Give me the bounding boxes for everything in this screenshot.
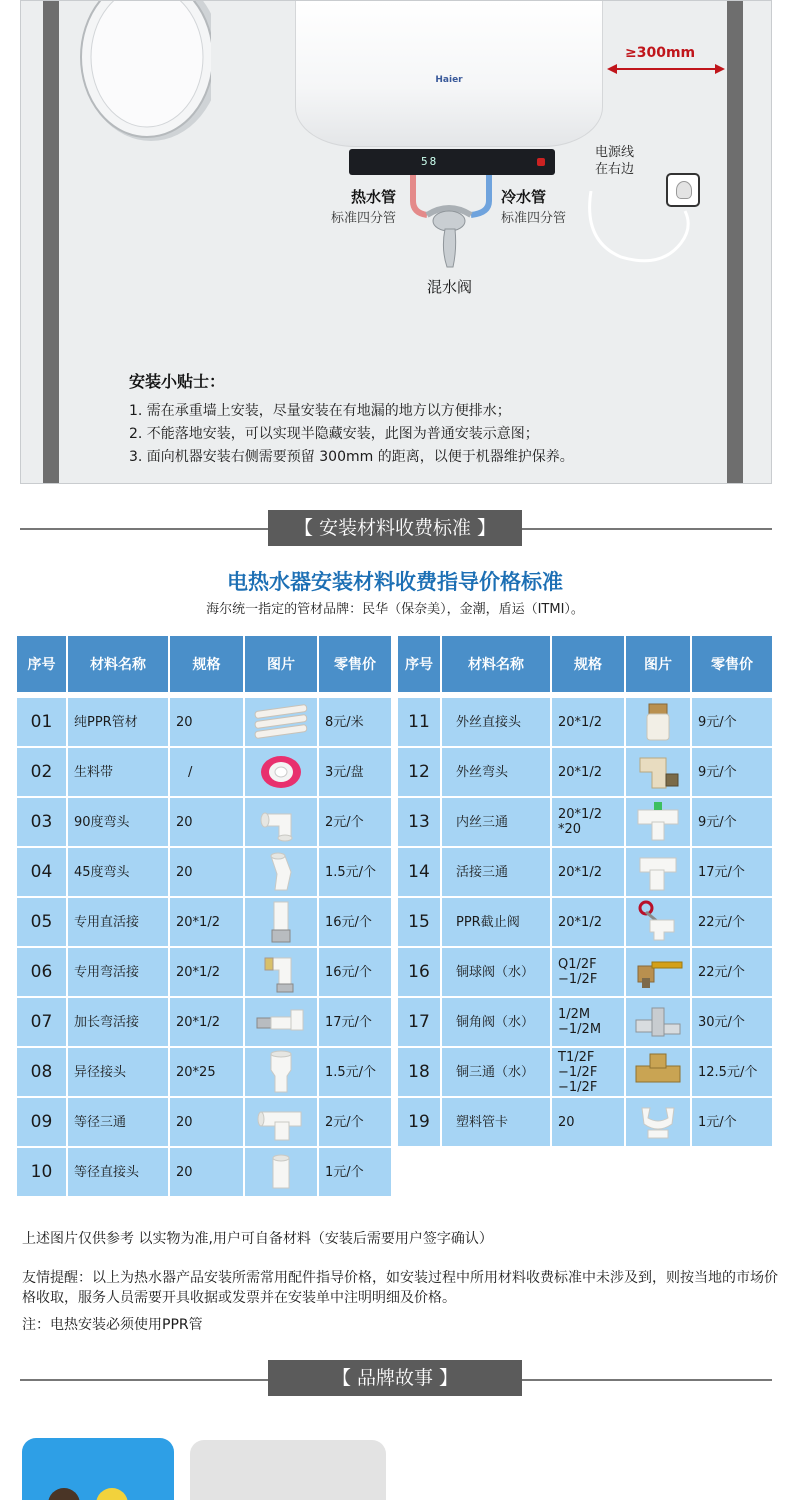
angle-valve-icon [630, 1000, 686, 1044]
hot-pipe-label: 热水管 [351, 188, 397, 206]
tip-item: 1. 需在承重墙上安装，尽量安装在有地漏的地方以方便排水； [129, 403, 511, 419]
right-wall [727, 1, 743, 484]
reducer-icon [251, 1050, 311, 1094]
table-row: 09 等径三通 20 2元/个 [17, 1098, 393, 1148]
table-row: 05 专用直活接 20*1/2 16元/个 [17, 898, 393, 948]
header-name: 材料名称 [68, 636, 170, 694]
page-subtitle: 海尔统一指定的管材品牌：民华（保奈美），金潮，盾运（ITMI）。 [206, 602, 584, 617]
header-no: 序号 [17, 636, 68, 694]
tip-item: 3. 面向机器安装右侧需要预留 300mm 的距离，以便于机器维护保养。 [129, 449, 574, 465]
elbow-90-icon [251, 800, 311, 844]
install-diagram [20, 0, 772, 484]
clearance-arrow-icon [607, 61, 725, 77]
female-tee-icon [630, 800, 686, 844]
power-socket-icon [666, 173, 700, 207]
table-row: 17 铜角阀（水） 1/2M −1/2M 30元/个 [398, 998, 774, 1048]
cartoon-brothers-icon [22, 1438, 174, 1500]
table-row: 01 纯PPR管材 20 8元/米 [17, 698, 393, 748]
tip-item: 2. 不能落地安装，可以实现半隐藏安装，此图为普通安装示意图； [129, 426, 539, 442]
section-header-brand-story: 【 品牌故事 】 [268, 1360, 522, 1396]
power-line-label: 电源线 在右边 [595, 145, 635, 177]
section-header-materials: 【 安装材料收费标准 】 [268, 510, 522, 546]
table-row: 14 活接三通 20*1/2 17元/个 [398, 848, 774, 898]
reminder-note: 友情提醒：以上为热水器产品安装所需常用配件指导价格，如安装过程中所用材料收费标准中未涉及到，则按当地的市场价格收取，服务人员需要开具收据或发票并在安装单中注明明细及价格。 [22, 1270, 778, 1306]
hot-pipe-sublabel: 标准四分管 [331, 211, 397, 226]
heater-brand-logo: Haier [435, 75, 463, 85]
brand-story-image [190, 1440, 386, 1500]
header-picture: 图片 [626, 636, 692, 694]
ppr-note: 注：电热安装必须使用PPR管 [22, 1317, 203, 1333]
straight-union-icon [251, 900, 311, 944]
pipe-clip-icon [630, 1100, 686, 1144]
table-row: 10 等径直接头 20 1元/个 [17, 1148, 393, 1198]
table-row: 03 90度弯头 20 2元/个 [17, 798, 393, 848]
male-coupling-icon [630, 700, 686, 744]
table-row: 19 塑料管卡 20 1元/个 [398, 1098, 774, 1148]
table-row: 13 内丝三通 20*1/2 *20 9元/个 [398, 798, 774, 848]
page-title: 电热水器安装材料收费指导价格标准 [227, 570, 563, 594]
male-elbow-icon [630, 750, 686, 794]
tape-icon [251, 750, 311, 794]
table-row: 04 45度弯头 20 1.5元/个 [17, 848, 393, 898]
union-tee-icon [630, 850, 686, 894]
cold-pipe-label: 冷水管 [501, 188, 547, 206]
header-no: 序号 [398, 636, 442, 694]
long-elbow-union-icon [251, 1000, 311, 1044]
round-mirror-icon [55, 1, 211, 141]
clearance-label: ≥300mm [625, 45, 696, 61]
header-spec: 规格 [552, 636, 626, 694]
coupling-icon [251, 1150, 311, 1194]
brass-tee-icon [630, 1050, 686, 1094]
stop-valve-icon [630, 900, 686, 944]
table-row: 08 异径接头 20*25 1.5元/个 [17, 1048, 393, 1098]
table-row: 15 PPR截止阀 20*1/2 22元/个 [398, 898, 774, 948]
pipes-and-valve [401, 171, 501, 281]
price-table-left [17, 636, 393, 1198]
reference-note: 上述图片仅供参考 以实物为准,用户可自备材料（安装后需要用户签字确认） [22, 1231, 493, 1247]
ball-valve-icon [630, 950, 686, 994]
table-row: 06 专用弯活接 20*1/2 16元/个 [17, 948, 393, 998]
ppr-pipe-icon [251, 700, 311, 744]
tips-title: 安装小贴士： [129, 372, 226, 391]
header-price: 零售价 [319, 636, 393, 694]
install-tips [129, 369, 719, 469]
cold-pipe-sublabel: 标准四分管 [501, 211, 567, 226]
tee-icon [251, 1100, 311, 1144]
brand-story-image [22, 1438, 174, 1500]
table-row: 16 铜球阀（水） Q1/2F −1/2F 22元/个 [398, 948, 774, 998]
table-row: 11 外丝直接头 20*1/2 9元/个 [398, 698, 774, 748]
table-row: 02 生料带 / 3元/盘 [17, 748, 393, 798]
header-name: 材料名称 [442, 636, 552, 694]
table-row: 12 外丝弯头 20*1/2 9元/个 [398, 748, 774, 798]
table-row: 07 加长弯活接 20*1/2 17元/个 [17, 998, 393, 1048]
price-table-right [398, 636, 774, 1148]
table-row: 18 铜三通（水） T1/2F −1/2F −1/2F 12.5元/个 [398, 1048, 774, 1098]
header-price: 零售价 [692, 636, 774, 694]
elbow-union-icon [251, 950, 311, 994]
header-spec: 规格 [170, 636, 245, 694]
panel-indicator [537, 158, 545, 166]
elbow-45-icon [251, 850, 311, 894]
water-heater [295, 1, 603, 147]
header-picture: 图片 [245, 636, 319, 694]
mixing-valve-label: 混水阀 [427, 278, 473, 296]
panel-display: 58 [421, 155, 439, 168]
